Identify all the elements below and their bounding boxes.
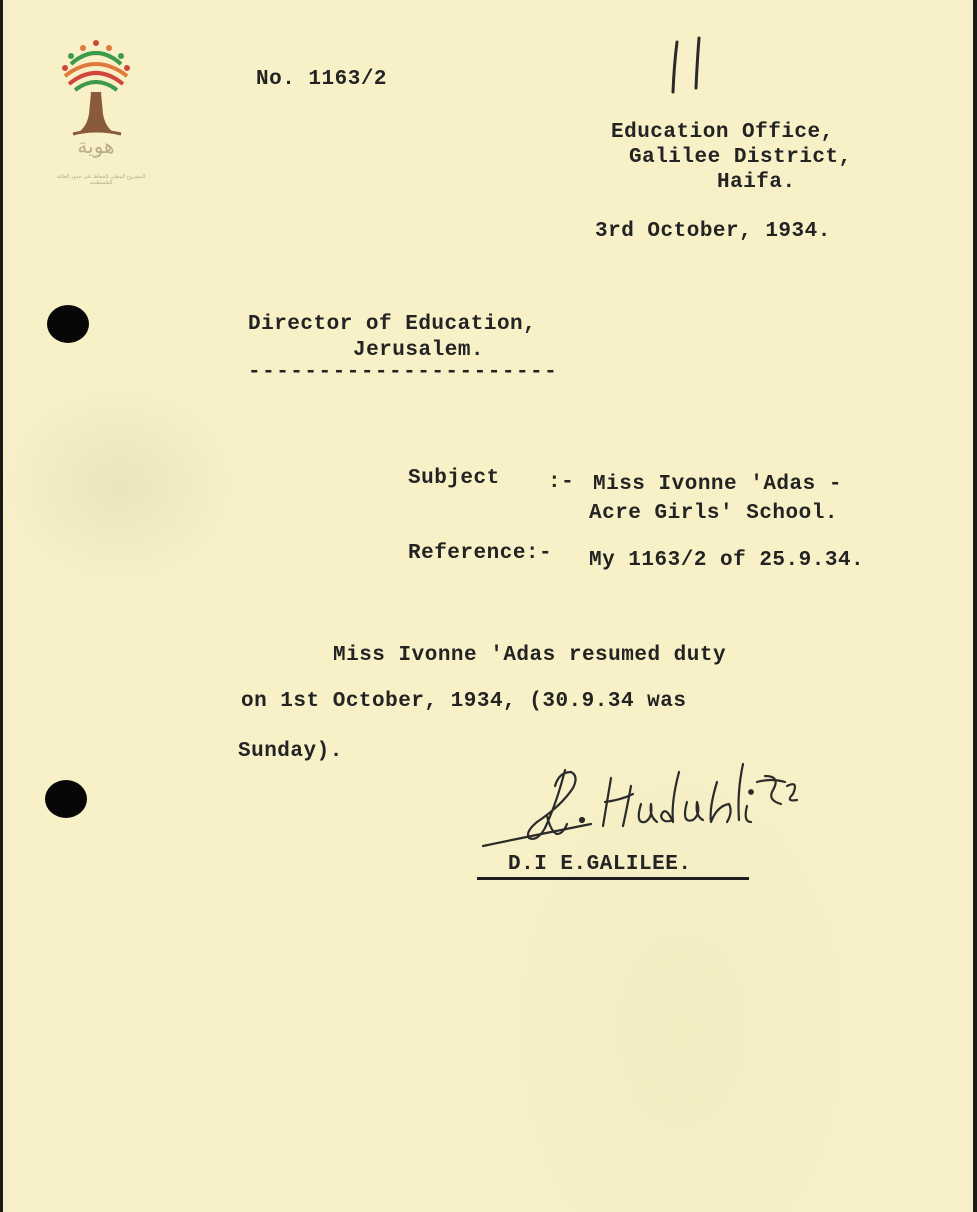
handwritten-signature xyxy=(481,742,821,854)
subject-line-1: Miss Ivonne 'Adas - xyxy=(593,473,842,496)
recipient-title: Director of Education, xyxy=(248,313,537,336)
sender-district: Galilee District, xyxy=(629,146,852,169)
archive-logo xyxy=(51,34,146,194)
body-line-1: Miss Ivonne 'Adas resumed duty xyxy=(333,644,727,667)
reference-text: My 1163/2 of 25.9.34. xyxy=(589,549,865,572)
body-line-3: Sunday). xyxy=(238,740,343,763)
letter-date: 3rd October, 1934. xyxy=(595,220,831,243)
letter-page xyxy=(3,0,973,1212)
logo-caption: المشروع الوطني للحفاظ على جذور العائلة الفلسطينية xyxy=(56,174,146,186)
reference-label: Reference:- xyxy=(408,542,553,565)
signatory-title: D.I E.GALILEE. xyxy=(508,853,692,876)
subject-label: Subject xyxy=(408,467,500,490)
logo-wordmark: هوية xyxy=(77,134,115,158)
body-line-2: on 1st October, 1934, (30.9.34 was xyxy=(241,690,687,713)
recipient-underline: ---------------------- xyxy=(248,361,559,384)
subject-separator: :- xyxy=(548,471,575,494)
signature-rule xyxy=(477,877,749,880)
sender-city: Haifa. xyxy=(717,171,796,194)
recipient-city: Jerusalem. xyxy=(353,339,485,362)
punch-hole-bottom xyxy=(45,780,87,818)
subject-line-2: Acre Girls' School. xyxy=(589,502,838,525)
punch-hole-top xyxy=(47,305,89,343)
letter-number: No. 1163/2 xyxy=(256,68,388,91)
sender-office: Education Office, xyxy=(611,121,834,144)
folio-mark xyxy=(665,36,715,96)
